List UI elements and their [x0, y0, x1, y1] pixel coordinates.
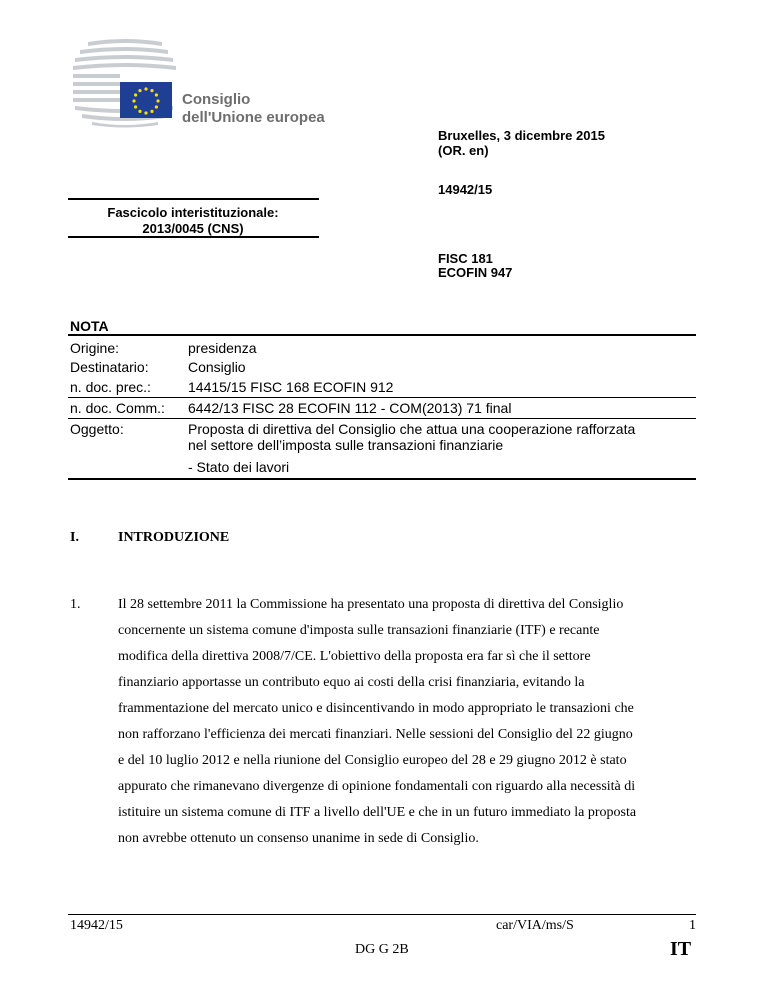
council-name-line2: dell'Unione europea: [182, 109, 325, 126]
footer-language: IT: [670, 938, 692, 960]
footer-initials: car/VIA/ms/S: [496, 918, 574, 933]
fascicolo-box: [68, 199, 318, 239]
row-value-doc-comm: 6442/13 FISC 28 ECOFIN 112 - COM(2013) 71 final: [188, 400, 512, 416]
section-title: INTRODUZIONE: [118, 530, 230, 545]
paragraph-line: Il 28 settembre 2011 la Commissione ha presentato una proposta di direttiva del Consiglio: [118, 597, 624, 612]
paragraph-line: non avrebbe ottenuto un consenso unanime in sede di Consiglio.: [118, 831, 479, 846]
paragraph-line: e del 10 luglio 2012 e nella riunione del Consiglio europeo del 28 e 29 giugno 2012 è stato: [118, 753, 627, 768]
code-fisc: FISC 181: [438, 251, 493, 266]
paragraph-body: [118, 592, 708, 852]
footer-dg: DG G 2B: [355, 942, 409, 957]
fascicolo-value: 2013/0045 (CNS): [142, 221, 244, 236]
footer-doc-number: 14942/15: [70, 918, 123, 933]
row-label-doc-prec: n. doc. prec.:: [70, 379, 151, 395]
paragraph-line: concernente un sistema comune d'imposta sulle transazioni finanziarie (ITF) e recante: [118, 623, 600, 638]
paragraph-line: modifica della direttiva 2008/7/CE. L'obiettivo della proposta era far sì che il settore: [118, 649, 591, 664]
row-value-oggetto-line2: nel settore dell’imposta sulle transazioni finanziarie: [188, 437, 504, 453]
document-number: 14942/15: [438, 182, 493, 197]
nota-mid-rule-2: [68, 418, 696, 419]
original-language: (OR. en): [438, 143, 489, 158]
document-date: Bruxelles, 3 dicembre 2015: [438, 128, 605, 143]
row-value-doc-prec: 14415/15 FISC 168 ECOFIN 912: [188, 379, 394, 395]
council-name: [182, 91, 325, 127]
paragraph-line: appurato che rimanevano divergenze di opinione fondamentali con riguardo alla necessità di: [118, 779, 636, 794]
row-value-destinatario: Consiglio: [188, 359, 246, 375]
footer-page-number: 1: [689, 918, 696, 933]
fascicolo-label: Fascicolo interistituzionale:: [107, 205, 279, 220]
council-emblem-icon: [70, 38, 180, 128]
row-value-oggetto-line3: - Stato dei lavori: [188, 459, 290, 475]
footer-rule: [68, 914, 696, 915]
nota-mid-rule-1: [68, 397, 696, 398]
council-name-line1: Consiglio: [182, 91, 251, 108]
code-ecofin: ECOFIN 947: [438, 265, 513, 280]
row-label-destinatario: Destinatario:: [70, 359, 149, 375]
nota-title: NOTA: [70, 318, 109, 334]
paragraph-line: frammentazione del mercato unico e disincentivando in modo appropriato le transazioni che: [118, 701, 634, 716]
fascicolo-bottom-rule: [68, 236, 319, 238]
paragraph-line: istituire un sistema comune di ITF a livello dell'UE e che in un futuro immediato la proposta: [118, 805, 637, 820]
paragraph-line: finanziario apportasse un contributo equo ai costi della crisi finanziaria, evitando la: [118, 675, 585, 690]
nota-top-rule: [68, 334, 696, 336]
row-label-doc-comm: n. doc. Comm.:: [70, 400, 165, 416]
paragraph-number: 1.: [70, 597, 81, 612]
paragraph-line: non rafforzano l'efficienza dei mercati finanziari. Nelle sessioni del Consiglio del 22 giugno: [118, 727, 633, 742]
nota-bottom-rule: [68, 478, 696, 480]
row-label-origine: Origine:: [70, 340, 120, 356]
row-value-origine: presidenza: [188, 340, 257, 356]
row-label-oggetto: Oggetto:: [70, 421, 124, 437]
section-number: I.: [70, 530, 79, 545]
row-value-oggetto-line1: Proposta di direttiva del Consiglio che attua una cooperazione rafforzata: [188, 421, 636, 437]
